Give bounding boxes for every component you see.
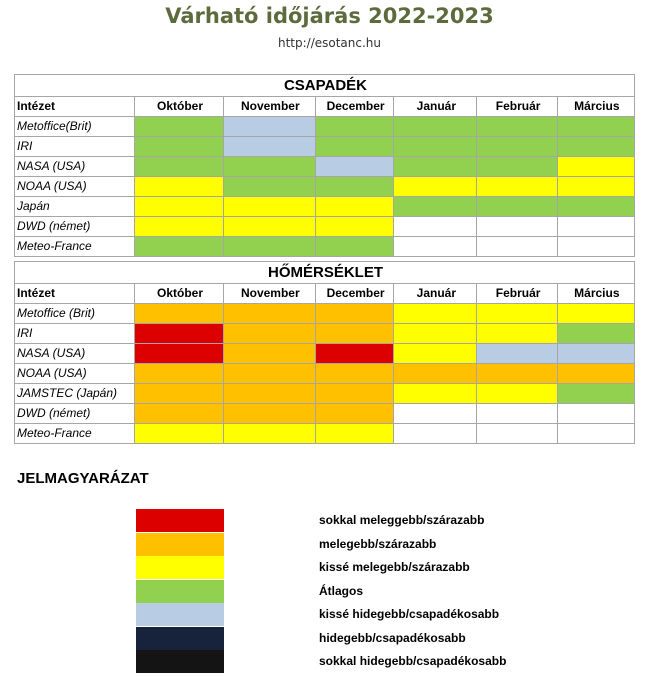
table-row	[15, 197, 635, 217]
table-row	[15, 424, 635, 444]
forecast-cell	[135, 177, 223, 197]
column-header-month: November	[223, 284, 315, 304]
forecast-cell	[223, 237, 315, 257]
table-row	[15, 404, 635, 424]
table-row	[15, 304, 635, 324]
column-header-month: Március	[557, 97, 634, 117]
forecast-cell	[477, 404, 557, 424]
legend-label: sokkal meleggebb/szárazabb	[319, 513, 485, 527]
table-row	[15, 217, 635, 237]
column-header-month: Március	[557, 284, 634, 304]
table-row	[15, 324, 635, 344]
forecast-cell	[135, 117, 223, 137]
forecast-cell	[394, 364, 477, 384]
forecast-cell	[315, 157, 393, 177]
forecast-cell	[477, 344, 557, 364]
forecast-cell	[315, 304, 393, 324]
forecast-cell	[394, 324, 477, 344]
forecast-cell	[135, 324, 223, 344]
column-header-institute: Intézet	[15, 97, 135, 117]
forecast-cell	[477, 237, 557, 257]
forecast-cell	[135, 217, 223, 237]
legend-label: hidegebb/csapadékosabb	[319, 630, 466, 645]
forecast-cell	[477, 177, 557, 197]
institute-name: IRI	[15, 137, 135, 157]
institute-name: IRI	[15, 324, 135, 344]
table-row	[15, 237, 635, 257]
forecast-cell	[557, 237, 634, 257]
forecast-cell	[223, 197, 315, 217]
forecast-cell	[477, 304, 557, 324]
forecast-cell	[557, 344, 634, 364]
header-row	[15, 284, 635, 304]
forecast-cell	[135, 404, 223, 424]
institute-name: JAMSTEC (Japán)	[15, 384, 135, 404]
institute-name: Meteo-France	[15, 424, 135, 444]
institute-name: NOAA (USA)	[15, 364, 135, 384]
precipitation-table	[14, 74, 635, 257]
forecast-cell	[315, 324, 393, 344]
header-row	[15, 97, 635, 117]
table-row	[15, 137, 635, 157]
forecast-cell	[394, 404, 477, 424]
forecast-cell	[477, 384, 557, 404]
column-header-month: Október	[135, 97, 223, 117]
forecast-cell	[315, 344, 393, 364]
legend-label: sokkal hidegebb/csapadékosabb	[319, 654, 507, 668]
forecast-cell	[557, 384, 634, 404]
forecast-cell	[315, 384, 393, 404]
temp-section-title: HŐMÉRSÉKLET	[15, 262, 635, 284]
forecast-cell	[223, 157, 315, 177]
forecast-cell	[315, 364, 393, 384]
forecast-cell	[223, 364, 315, 384]
column-header-month: Január	[394, 284, 477, 304]
forecast-cell	[477, 324, 557, 344]
column-header-month: December	[315, 284, 393, 304]
forecast-cell	[315, 237, 393, 257]
institute-name: NASA (USA)	[15, 157, 135, 177]
forecast-cell	[557, 177, 634, 197]
legend-swatch	[136, 580, 224, 603]
table-row	[15, 157, 635, 177]
legend-swatch	[136, 603, 224, 626]
temperature-table	[14, 261, 635, 444]
forecast-cell	[557, 324, 634, 344]
forecast-cell	[557, 217, 634, 237]
legend-label: kissé melegebb/szárazabb	[319, 560, 470, 574]
forecast-cell	[223, 137, 315, 157]
forecast-cell	[315, 137, 393, 157]
forecast-cell	[557, 197, 634, 217]
forecast-cell	[394, 137, 477, 157]
forecast-cell	[394, 424, 477, 444]
forecast-cell	[315, 404, 393, 424]
legend-label: melegebb/szárazabb	[319, 536, 437, 551]
page-title: Várható időjárás 2022-2023	[165, 4, 494, 28]
forecast-cell	[315, 117, 393, 137]
forecast-cell	[223, 177, 315, 197]
institute-name: Metoffice (Brit)	[15, 304, 135, 324]
forecast-cell	[135, 157, 223, 177]
forecast-cell	[315, 424, 393, 444]
column-header-month: November	[223, 97, 315, 117]
legend-label: Átlagos	[319, 583, 364, 598]
forecast-cell	[315, 177, 393, 197]
legend-swatch	[136, 509, 224, 532]
forecast-cell	[557, 404, 634, 424]
table-row	[15, 364, 635, 384]
legend-swatch	[136, 650, 224, 673]
forecast-cell	[477, 117, 557, 137]
column-header-month: Január	[394, 97, 477, 117]
institute-name: NASA (USA)	[15, 344, 135, 364]
forecast-cell	[394, 197, 477, 217]
institute-name: DWD (német)	[15, 217, 135, 237]
legend-swatch	[136, 627, 224, 650]
precip-section-title: CSAPADÉK	[15, 75, 635, 97]
forecast-cell	[557, 364, 634, 384]
forecast-cell	[223, 117, 315, 137]
forecast-cell	[394, 117, 477, 137]
forecast-cell	[135, 384, 223, 404]
forecast-cell	[135, 137, 223, 157]
forecast-cell	[394, 344, 477, 364]
forecast-cell	[135, 237, 223, 257]
table-row	[15, 384, 635, 404]
forecast-cell	[394, 384, 477, 404]
forecast-cell	[223, 344, 315, 364]
forecast-cell	[223, 384, 315, 404]
forecast-cell	[135, 344, 223, 364]
forecast-cell	[135, 424, 223, 444]
institute-name: Metoffice(Brit)	[15, 117, 135, 137]
institute-name: DWD (német)	[15, 404, 135, 424]
institute-name: Meteo-France	[15, 237, 135, 257]
forecast-cell	[135, 364, 223, 384]
forecast-cell	[557, 117, 634, 137]
forecast-cell	[557, 304, 634, 324]
forecast-cell	[223, 217, 315, 237]
forecast-cell	[315, 197, 393, 217]
forecast-cell	[223, 324, 315, 344]
forecast-cell	[394, 237, 477, 257]
forecast-cell	[477, 197, 557, 217]
forecast-cell	[315, 217, 393, 237]
forecast-cell	[135, 197, 223, 217]
forecast-cell	[394, 304, 477, 324]
column-header-month: Február	[477, 97, 557, 117]
legend-swatch	[136, 533, 224, 556]
legend-swatch	[136, 556, 224, 579]
forecast-cell	[557, 137, 634, 157]
table-row	[15, 117, 635, 137]
legend-title: JELMAGYARÁZAT	[17, 470, 149, 487]
forecast-cell	[477, 157, 557, 177]
column-header-month: Február	[477, 284, 557, 304]
legend-label: kissé hidegebb/csapadékosabb	[319, 607, 500, 621]
column-header-month: December	[315, 97, 393, 117]
forecast-cell	[223, 424, 315, 444]
forecast-cell	[394, 217, 477, 237]
forecast-cell	[135, 304, 223, 324]
table-row	[15, 344, 635, 364]
table-row	[15, 177, 635, 197]
forecast-cell	[477, 217, 557, 237]
forecast-cell	[223, 404, 315, 424]
forecast-cell	[557, 424, 634, 444]
forecast-cell	[394, 177, 477, 197]
forecast-cell	[223, 304, 315, 324]
forecast-cell	[394, 157, 477, 177]
source-url: http://esotanc.hu	[277, 36, 382, 50]
forecast-cell	[477, 137, 557, 157]
column-header-month: Október	[135, 284, 223, 304]
column-header-institute: Intézet	[15, 284, 135, 304]
forecast-cell	[557, 157, 634, 177]
institute-name: Japán	[15, 197, 135, 217]
forecast-cell	[477, 364, 557, 384]
institute-name: NOAA (USA)	[15, 177, 135, 197]
forecast-cell	[477, 424, 557, 444]
